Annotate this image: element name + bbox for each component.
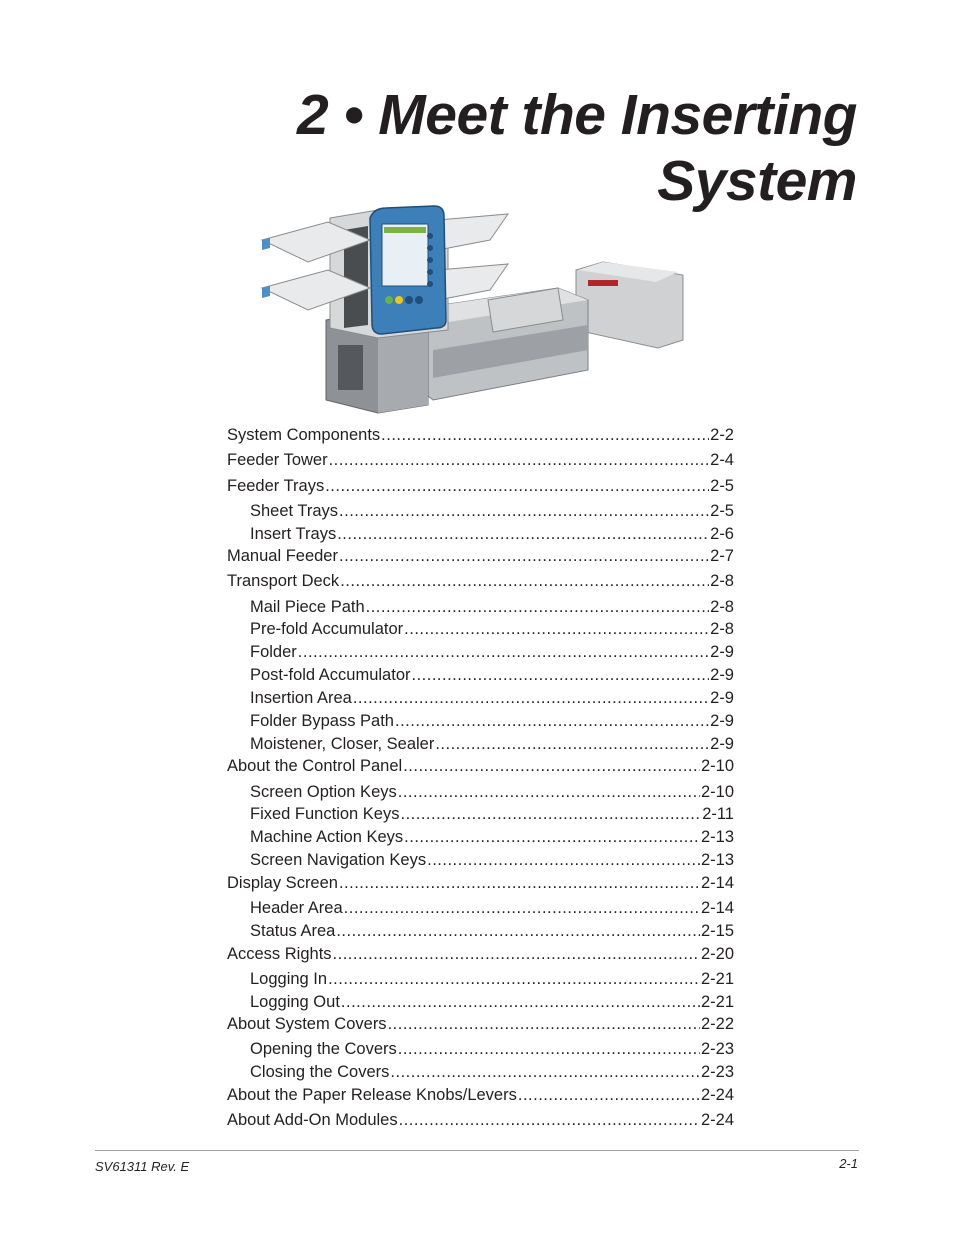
toc-entry-label: Opening the Covers — [250, 1040, 397, 1058]
toc-entry-page: 2-8 — [710, 598, 734, 616]
toc-entry-page: 2-13 — [700, 828, 734, 846]
toc-entry-label: Folder Bypass Path — [250, 712, 394, 730]
toc-entry[interactable] — [227, 1014, 734, 1034]
chapter-title-line-1: 2 • Meet the Inserting — [296, 83, 857, 148]
toc-entry-page: 2-5 — [710, 502, 734, 520]
toc-entry-page: 2-21 — [700, 993, 734, 1011]
toc-entry-label: Transport Deck — [227, 572, 340, 590]
toc-entry-label: Feeder Tower — [227, 451, 328, 469]
toc-dot-leader — [344, 898, 700, 918]
toc-entry-label: System Components — [227, 426, 381, 444]
toc-entry-page: 2-13 — [700, 851, 734, 869]
toc-entry-label: About System Covers — [227, 1015, 387, 1033]
footer-document-id: SV61311 Rev. E — [95, 1159, 190, 1174]
toc-dot-leader — [337, 524, 709, 544]
toc-entry-label: Logging Out — [250, 993, 340, 1011]
toc-entry-label: Fixed Function Keys — [250, 805, 400, 823]
toc-entry[interactable] — [250, 898, 734, 918]
toc-entry[interactable] — [250, 969, 734, 989]
toc-entry-page: 2-9 — [710, 735, 734, 753]
toc-entry[interactable] — [227, 944, 734, 964]
toc-entry[interactable] — [250, 688, 734, 708]
toc-entry-page: 2-10 — [700, 783, 734, 801]
toc-dot-leader — [398, 782, 700, 802]
toc-entry-page: 2-6 — [710, 525, 734, 543]
toc-entry-label: About the Control Panel — [227, 757, 403, 775]
toc-entry-label: Machine Action Keys — [250, 828, 404, 846]
toc-entry-label: About the Paper Release Knobs/Levers — [227, 1086, 517, 1104]
toc-dot-leader — [390, 1062, 700, 1082]
toc-entry-label: Access Rights — [227, 945, 332, 963]
toc-dot-leader — [333, 944, 700, 964]
toc-entry-page: 2-21 — [700, 970, 734, 988]
toc-entry-page: 2-15 — [700, 922, 734, 940]
toc-entry[interactable] — [250, 597, 734, 617]
toc-dot-leader — [435, 734, 709, 754]
inserting-system-machine-illustration — [258, 200, 688, 415]
footer-rule — [95, 1150, 859, 1151]
toc-entry-label: Manual Feeder — [227, 547, 338, 565]
toc-entry-label: Header Area — [250, 899, 343, 917]
toc-entry-label: Mail Piece Path — [250, 598, 365, 616]
toc-entry-label: Feeder Trays — [227, 477, 325, 495]
toc-entry-page: 2-14 — [700, 874, 734, 892]
toc-dot-leader — [398, 1039, 700, 1059]
toc-dot-leader — [329, 450, 710, 470]
toc-dot-leader — [340, 571, 709, 591]
toc-entry[interactable] — [250, 734, 734, 754]
toc-dot-leader — [341, 992, 700, 1012]
toc-dot-leader — [381, 425, 709, 445]
toc-entry-page: 2-7 — [710, 547, 734, 565]
toc-entry[interactable] — [250, 1062, 734, 1082]
toc-entry[interactable] — [250, 524, 734, 544]
toc-entry-label: Folder — [250, 643, 297, 661]
toc-entry[interactable] — [227, 873, 734, 893]
toc-entry-label: Status Area — [250, 922, 336, 940]
toc-entry-page: 2-9 — [710, 666, 734, 684]
toc-entry[interactable] — [250, 665, 734, 685]
toc-entry[interactable] — [250, 501, 734, 521]
toc-entry[interactable] — [227, 425, 734, 445]
toc-entry-page: 2-23 — [700, 1063, 734, 1081]
toc-entry-page: 2-8 — [710, 620, 734, 638]
toc-entry-label: Logging In — [250, 970, 328, 988]
toc-entry-label: Insertion Area — [250, 689, 352, 707]
toc-entry-page: 2-8 — [710, 572, 734, 590]
toc-entry-page: 2-9 — [710, 643, 734, 661]
toc-dot-leader — [339, 546, 709, 566]
toc-dot-leader — [325, 476, 709, 496]
toc-entry-label: Sheet Trays — [250, 502, 339, 520]
toc-dot-leader — [412, 665, 710, 685]
toc-dot-leader — [399, 1110, 700, 1130]
toc-dot-leader — [427, 850, 700, 870]
toc-dot-leader — [339, 873, 700, 893]
toc-entry[interactable] — [250, 711, 734, 731]
toc-entry-page: 2-9 — [710, 712, 734, 730]
toc-entry-page: 2-11 — [702, 805, 734, 823]
toc-entry-page: 2-2 — [710, 426, 734, 444]
toc-entry-label: Moistener, Closer, Sealer — [250, 735, 435, 753]
toc-dot-leader — [328, 969, 700, 989]
toc-entry[interactable] — [250, 804, 734, 824]
toc-entry[interactable] — [250, 827, 734, 847]
toc-dot-leader — [339, 501, 709, 521]
toc-entry[interactable] — [227, 1085, 734, 1105]
chapter-title — [157, 82, 857, 214]
toc-dot-leader — [298, 642, 709, 662]
toc-entry-label: Insert Trays — [250, 525, 337, 543]
toc-entry-page: 2-24 — [700, 1111, 734, 1129]
toc-entry[interactable] — [250, 1039, 734, 1059]
footer-page-number: 2-1 — [839, 1156, 858, 1171]
toc-dot-leader — [404, 619, 709, 639]
toc-entry[interactable] — [227, 546, 734, 566]
toc-entry[interactable] — [250, 992, 734, 1012]
toc-entry[interactable] — [227, 571, 734, 591]
toc-entry-page: 2-24 — [700, 1086, 734, 1104]
toc-dot-leader — [366, 597, 710, 617]
toc-dot-leader — [518, 1085, 700, 1105]
chapter-title-line-2: System — [657, 149, 857, 214]
toc-entry[interactable] — [227, 476, 734, 496]
toc-entry-page: 2-20 — [700, 945, 734, 963]
toc-entry-label: Screen Option Keys — [250, 783, 397, 801]
toc-dot-leader — [403, 756, 700, 776]
toc-dot-leader — [395, 711, 709, 731]
toc-dot-leader — [400, 804, 701, 824]
toc-entry-page: 2-5 — [710, 477, 734, 495]
toc-entry-page: 2-23 — [700, 1040, 734, 1058]
toc-dot-leader — [353, 688, 709, 708]
toc-dot-leader — [404, 827, 700, 847]
toc-entry[interactable] — [227, 450, 734, 470]
toc-entry[interactable] — [250, 921, 734, 941]
toc-entry-page: 2-9 — [710, 689, 734, 707]
toc-entry-page: 2-10 — [700, 757, 734, 775]
toc-dot-leader — [388, 1014, 700, 1034]
toc-entry[interactable] — [250, 782, 734, 802]
toc-entry[interactable] — [250, 850, 734, 870]
toc-entry-label: About Add-On Modules — [227, 1111, 398, 1129]
toc-entry[interactable] — [227, 756, 734, 776]
toc-entry-page: 2-22 — [700, 1015, 734, 1033]
toc-entry-label: Post-fold Accumulator — [250, 666, 411, 684]
toc-dot-leader — [336, 921, 700, 941]
toc-entry-label: Pre-fold Accumulator — [250, 620, 404, 638]
toc-entry-label: Screen Navigation Keys — [250, 851, 427, 869]
toc-entry-page: 2-14 — [700, 899, 734, 917]
toc-entry[interactable] — [250, 642, 734, 662]
toc-entry-page: 2-4 — [710, 451, 734, 469]
toc-entry-label: Closing the Covers — [250, 1063, 390, 1081]
toc-entry[interactable] — [227, 1110, 734, 1130]
toc-entry[interactable] — [250, 619, 734, 639]
toc-entry-label: Display Screen — [227, 874, 338, 892]
